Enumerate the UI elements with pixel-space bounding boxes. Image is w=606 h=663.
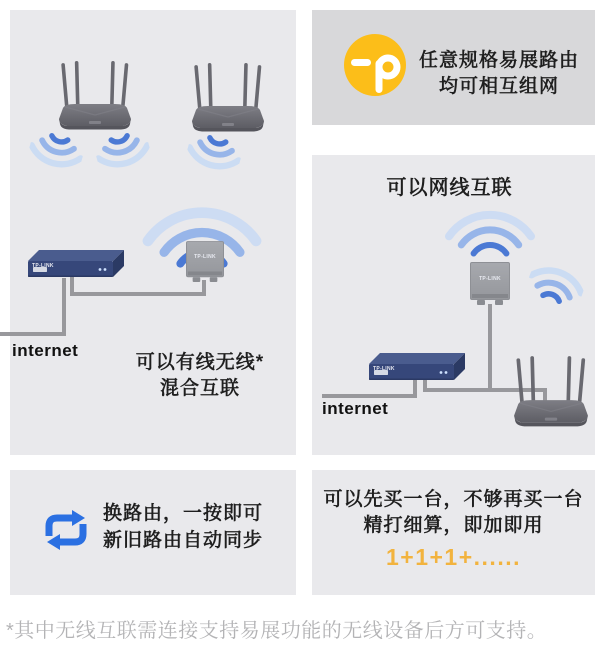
sync-arrows-icon xyxy=(40,506,92,554)
device-brand-label: TP-LINK xyxy=(373,366,395,372)
hybrid-caption-line2: 混合互联 xyxy=(159,378,240,399)
device-brand-label: TP-LINK xyxy=(194,254,216,260)
hybrid-caption xyxy=(115,350,285,402)
panel-mesh-any xyxy=(312,10,595,125)
footnote-text: *其中无线互联需连接支持易展功能的无线设备后方可支持。 xyxy=(6,620,548,642)
mesh-caption-line2: 均可相互组网 xyxy=(438,76,559,97)
wireless-router-icon xyxy=(55,60,135,134)
wired-title: 可以网线互联 xyxy=(386,177,513,199)
buy-caption-line1: 可以先买一台，不够再买一台 xyxy=(323,489,584,510)
wifi-dome-icon xyxy=(440,210,540,268)
internet-label: internet xyxy=(12,341,79,360)
panel-hybrid-mesh xyxy=(10,10,296,455)
cable-line xyxy=(488,304,492,392)
swap-caption xyxy=(103,500,283,554)
gateway-router-icon xyxy=(28,250,124,280)
panel-wired-link xyxy=(312,155,595,455)
wall-ap-icon xyxy=(186,240,224,284)
buy-caption-line2: 精打细算，即加即用 xyxy=(363,515,544,536)
buy-caption-highlight: 1+1+1+...... xyxy=(385,544,521,570)
swap-caption-line1: 换路由，一按即可 xyxy=(103,503,264,524)
buy-caption xyxy=(312,487,595,570)
device-brand-label: TP-LINK xyxy=(32,263,54,269)
wall-ap-icon xyxy=(470,262,510,306)
internet-label: internet xyxy=(322,399,389,418)
hybrid-caption-line1: 可以有线无线* xyxy=(135,352,265,373)
mesh-caption xyxy=(412,48,586,100)
device-brand-label: TP-LINK xyxy=(479,276,501,282)
cable-line xyxy=(322,394,417,398)
cable-line xyxy=(0,332,66,336)
mesh-caption-line1: 任意规格易展路由 xyxy=(418,50,579,71)
panel-swap-sync xyxy=(10,470,296,595)
cable-line xyxy=(70,292,206,296)
tp-link-easy-mesh-logo-icon xyxy=(344,34,406,96)
swap-caption-line2: 新旧路由自动同步 xyxy=(103,530,264,551)
wireless-router-icon xyxy=(188,62,268,136)
panel-buy-incremental xyxy=(312,470,595,595)
wireless-router-icon xyxy=(510,347,592,439)
gateway-router-icon xyxy=(369,353,465,383)
cable-line xyxy=(62,278,66,336)
